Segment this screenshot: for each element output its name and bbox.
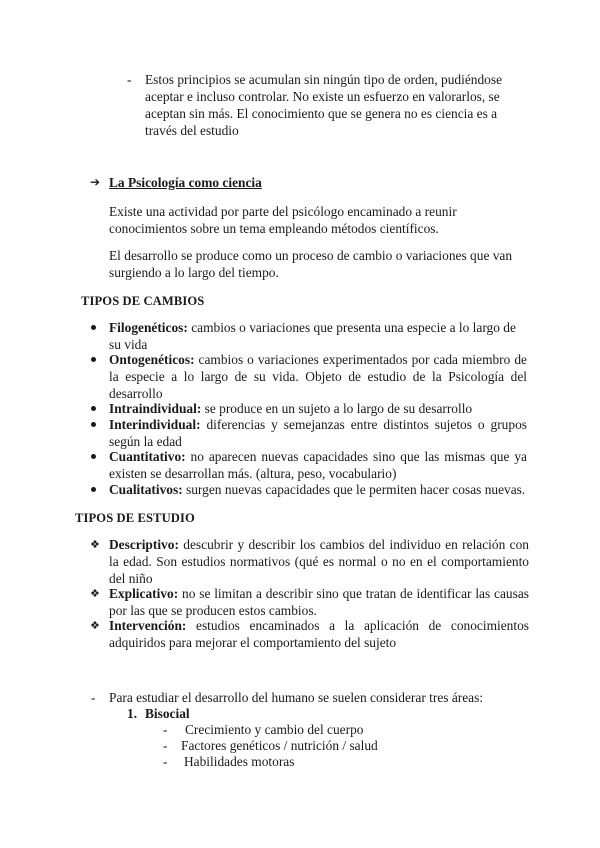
bullet-icon xyxy=(91,406,96,411)
text-line: aceptar e incluso controlar. No existe un esfuerzo en valorarlos, se xyxy=(145,89,500,104)
sub-item: Habilidades motoras xyxy=(184,754,295,769)
sub-item: Crecimiento y cambio del cuerpo xyxy=(185,722,364,737)
cambio-item: Cuantitativo: no aparecen nuevas capacidades sino que las mismas que ya existen se desarrollan más. (altura, peso, vocabulario) xyxy=(109,449,527,481)
text-line: El desarrollo se produce como un proceso de cambio o variaciones que van xyxy=(109,248,513,263)
arrow-icon: ➔ xyxy=(90,175,101,189)
tipos-cambios-heading: TIPOS DE CAMBIOS xyxy=(81,294,205,308)
estudio-item: Intervención: estudios encaminados a la aplicación de conocimientos adquiridos para mejorar el comportamiento del sujeto xyxy=(109,618,529,650)
text-line: través del estudio xyxy=(145,123,239,138)
area-title: Bisocial xyxy=(145,706,190,721)
dash-marker: - xyxy=(163,722,168,737)
areas-intro: Para estudiar el desarrollo del humano se suelen considerar tres áreas: xyxy=(109,690,484,705)
psych-paragraph-1 xyxy=(109,203,509,237)
list-number: 1. xyxy=(127,706,138,721)
dash-marker: - xyxy=(127,72,132,87)
bullet-icon xyxy=(91,422,96,427)
bullet-icon xyxy=(91,325,96,330)
text-line: surgiendo a lo largo del tiempo. xyxy=(109,265,279,280)
dash-marker: - xyxy=(163,738,168,753)
bullet-icon xyxy=(91,357,96,362)
cambio-item: Cualitativos: surgen nuevas capacidades que le permiten hacer cosas nuevas. xyxy=(109,482,526,497)
text-line: Existe una actividad por parte del psicólogo encaminado a reunir xyxy=(109,204,457,219)
text-line: aceptan sin más. El conocimiento que se genera no es ciencia es a xyxy=(145,106,498,121)
diamond-bullet-icon: ❖ xyxy=(90,587,100,600)
bullet-icon xyxy=(91,454,96,459)
dash-marker: - xyxy=(91,690,96,705)
tipos-estudio-heading: TIPOS DE ESTUDIO xyxy=(75,511,195,525)
sub-item: Factores genéticos / nutrición / salud xyxy=(181,738,378,753)
diamond-bullet-icon: ❖ xyxy=(90,619,100,632)
cambio-item: Interindividual: diferencias y semejanzas entre distintos sujetos o grupos según la edad xyxy=(109,417,527,449)
text-line: Estos principios se acumulan sin ningún tipo de orden, pudiéndose xyxy=(145,72,503,87)
diamond-bullet-icon: ❖ xyxy=(90,538,100,551)
psych-paragraph-2 xyxy=(109,247,529,281)
dash-marker: - xyxy=(163,754,168,769)
bullet-icon xyxy=(91,487,96,492)
estudio-item: Explicativo: no se limitan a describir sino que tratan de identificar las causas por las que se producen estos cambios. xyxy=(109,586,529,618)
section-title: La Psicología como ciencia xyxy=(109,175,262,190)
estudio-item: Descriptivo: descubrir y describir los cambios del individuo en relación con la edad. Son estudios normativos (qué es normal o no en el comportamiento del niño xyxy=(109,537,529,586)
top-paragraph xyxy=(145,71,525,139)
cambio-item: Ontogenéticos: cambios o variaciones experimentados por cada miembro de la especie a lo largo de su vida. Objeto de estudio de la Psicología del desarrollo xyxy=(109,352,527,401)
cambio-item: Filogenéticos: cambios o variaciones que presenta una especie a lo largo de su vida xyxy=(109,320,516,352)
cambio-item: Intraindividual: se produce en un sujeto a lo largo de su desarrollo xyxy=(109,401,473,416)
text-line: conocimientos sobre un tema empleando métodos científicos. xyxy=(109,221,439,236)
